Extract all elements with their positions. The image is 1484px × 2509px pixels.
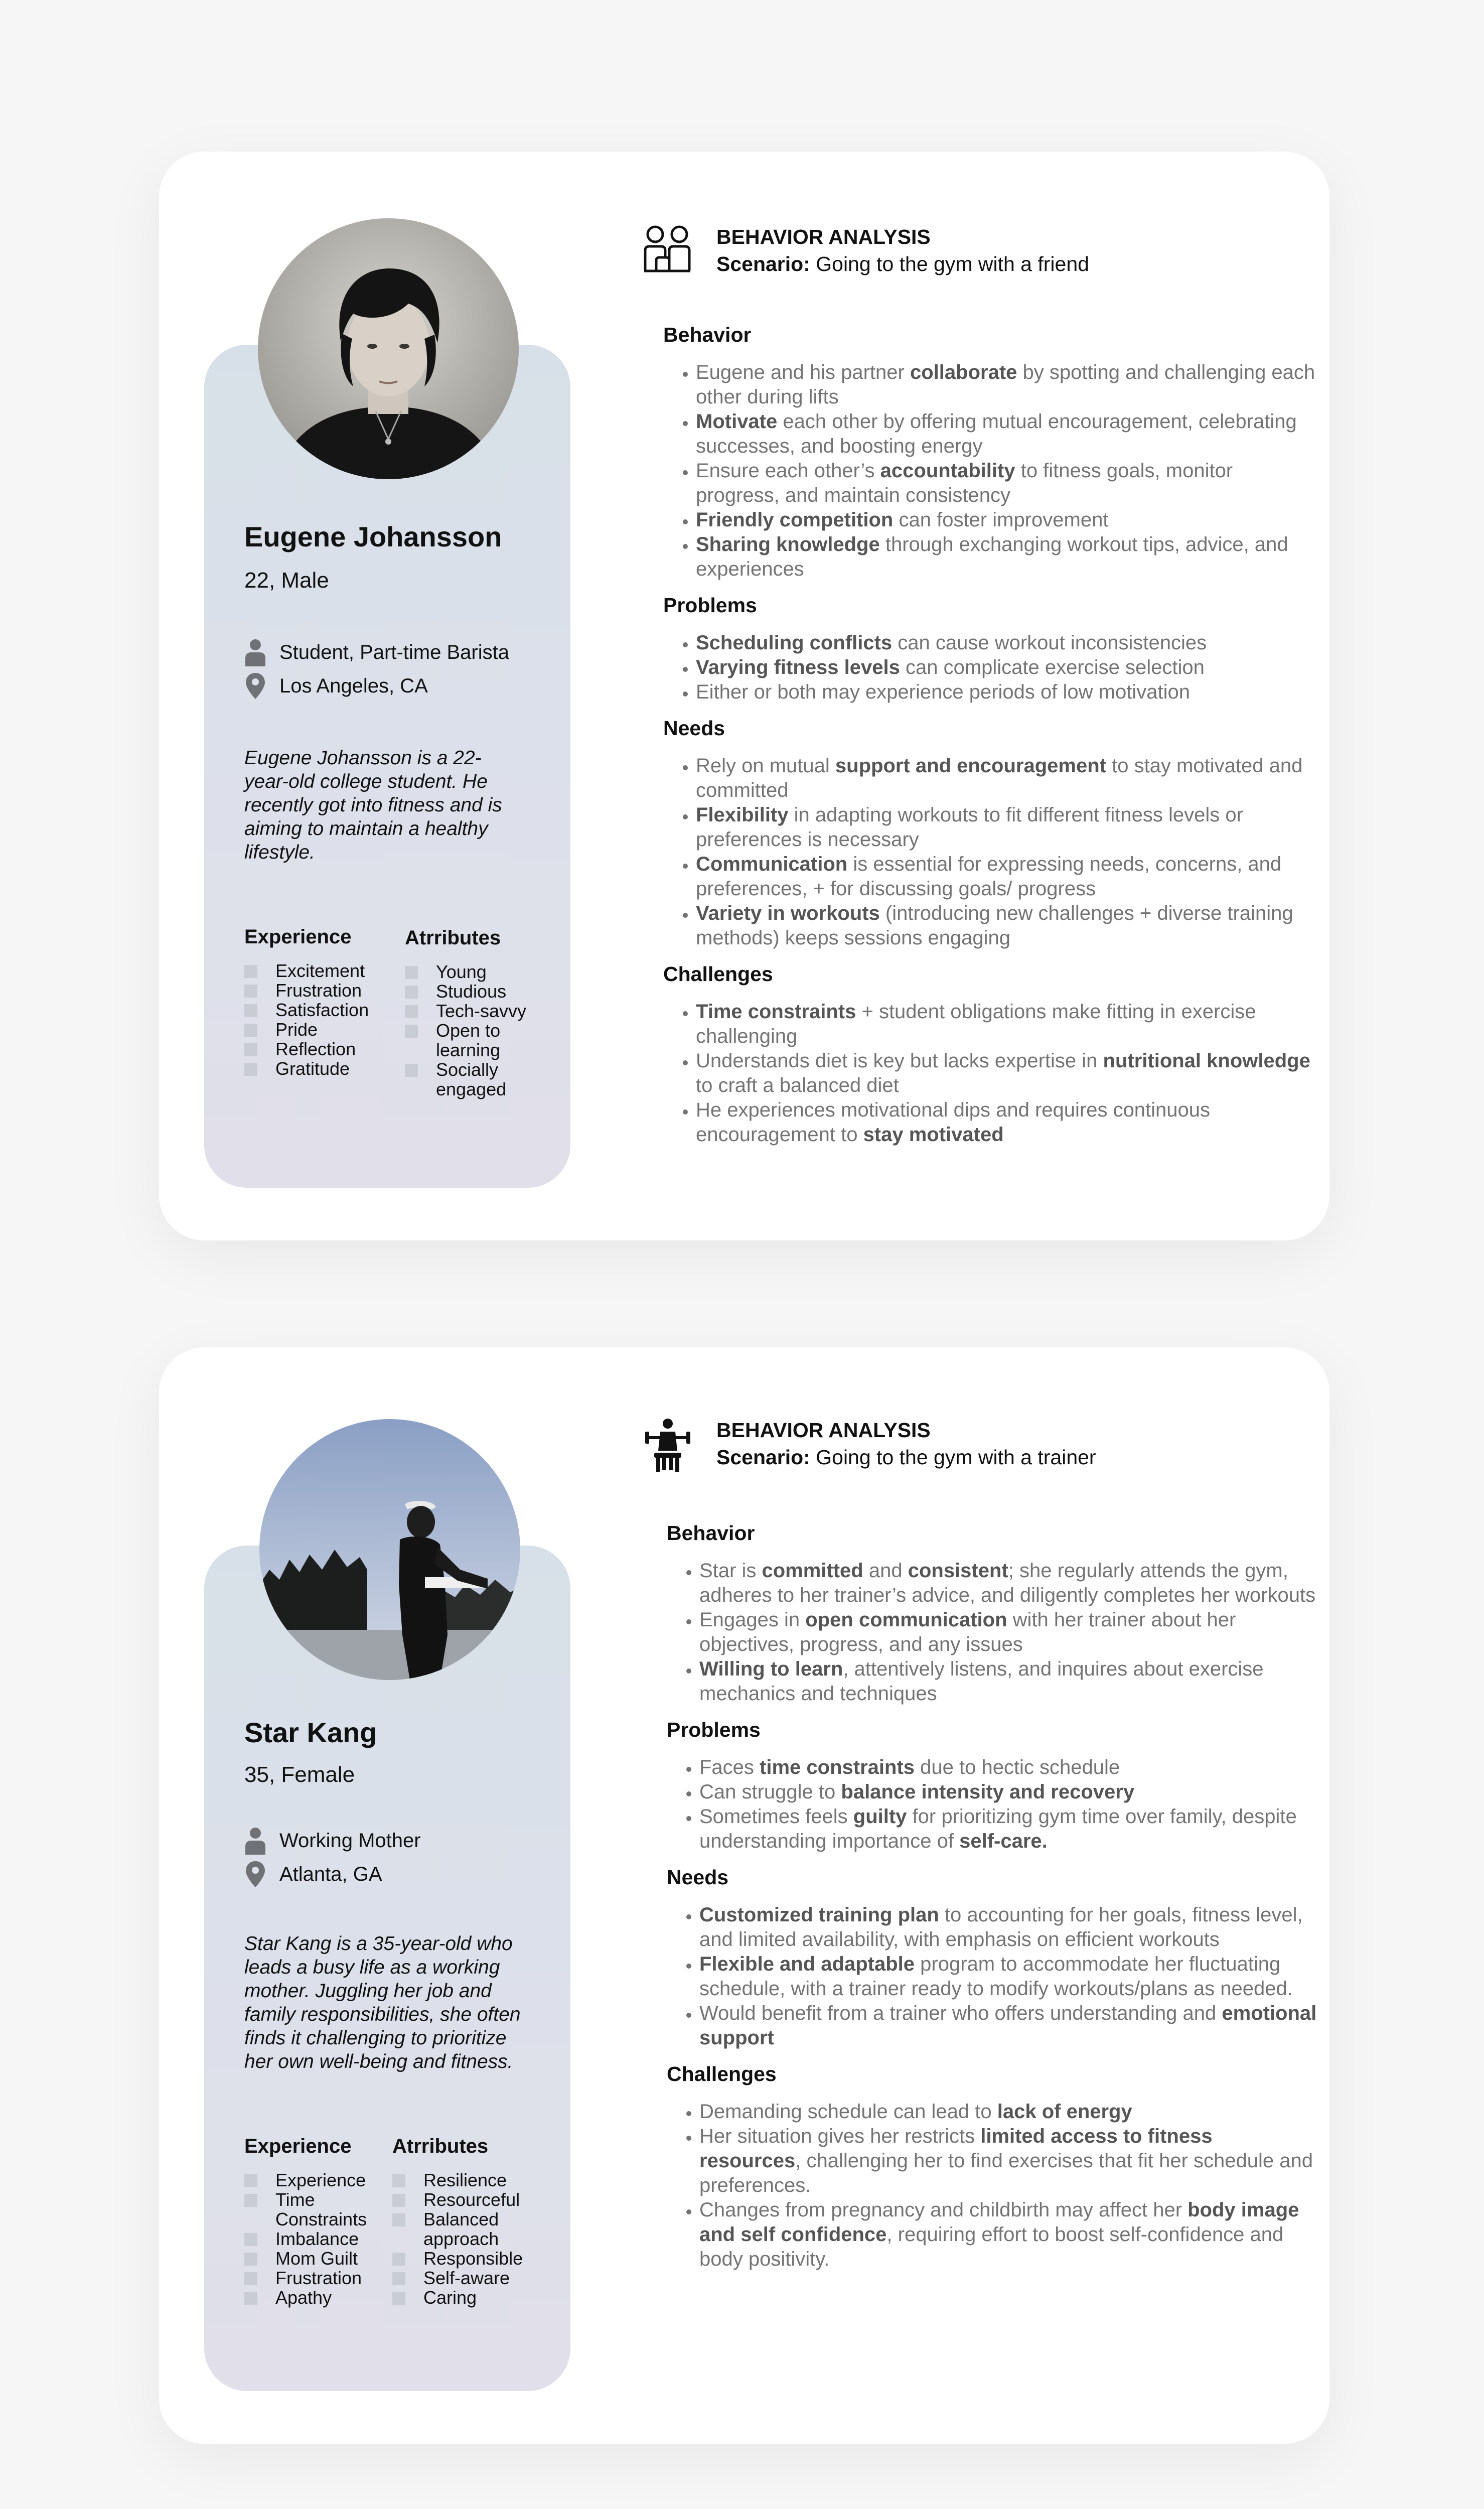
bullet-text: to accounting for her goals, fitness level, and limited availability, with emphasis on efficient workouts [699,1904,1303,1950]
person-icon [244,1827,266,1855]
section-heading: Behavior [663,323,752,346]
section-heading: Needs [667,1866,729,1889]
attribute-item: Balanced approach [392,2209,519,2249]
bullet-text: Faces [699,1756,760,1778]
section-bullet [699,1952,1319,2001]
experience-item: Satisfaction [244,1000,369,1020]
bullet-text: Her situation gives her restricts [699,2125,981,2147]
emphasis-text: Flexibility [696,804,789,826]
section-bullet [699,1755,1319,1780]
experience-item: Frustration [244,2268,386,2288]
emphasis-text: Flexible and adaptable [699,1953,915,1975]
experience-item: Gratitude [244,1059,369,1078]
bullet-text: (introducing new challenges + diverse training methods) keeps sessions engaging [696,902,1293,949]
occupation: Working Mother [279,1829,421,1852]
persona-age-gender: 35, Female [244,1762,355,1787]
section-bullet [699,2198,1319,2272]
section-list [663,754,1315,950]
section-bullet [696,852,1315,901]
experience-heading: Experience [244,2135,352,2157]
scenario-text: Going to the gym with a trainer [816,1446,1096,1469]
section-bullet [696,508,1315,532]
bullet-text: each other by offering mutual encouragement, celebrating successes, and boosting energy [696,410,1297,457]
section-behavior [667,1520,1319,1706]
bullet-text: by spotting and challenging each other during lifts [696,361,1315,408]
section-problems [667,1717,1319,1854]
emphasis-text: nutritional knowledge [1103,1050,1310,1072]
attribute-item: Self-aware [392,2268,523,2288]
bullet-text: for prioritizing gym time over family, despite understanding importance of [699,1805,1297,1852]
section-heading: Problems [667,1718,761,1741]
bullet-text: is essential for expressing needs, concerns, and preferences, + for discussing goals/ progress [696,853,1282,900]
behavior-analysis-header [643,1418,1096,1473]
experience-item: Excitement [244,961,369,981]
section-list [667,1559,1319,1706]
emphasis-text: Friendly competition [696,509,894,531]
emphasis-text: consistent [908,1560,1008,1582]
section-bullet [699,1608,1319,1657]
emphasis-text: accountability [880,460,1015,482]
section-bullet [696,803,1315,852]
bullet-text: with her trainer about her objectives, progress, and any issues [699,1609,1236,1655]
section-bullet [699,1780,1319,1804]
emphasis-text: stay motivated [863,1124,1004,1146]
emphasis-text: self-care. [959,1830,1048,1852]
emphasis-text: time constraints [760,1756,915,1778]
bullet-text: Either or both may experience periods of low motivation [696,681,1190,703]
attributes-heading: Atrributes [392,2135,489,2157]
section-bullet [696,532,1315,582]
scenario-label: Scenario: [716,252,810,275]
bullet-text: Star is [699,1560,762,1582]
bullet-text: , challenging her to find exercises that fit her schedule and preferences. [699,2150,1313,2196]
bullet-text: Demanding schedule can lead to [699,2101,997,2123]
location: Los Angeles, CA [279,674,428,697]
section-bullet [699,2001,1319,2050]
emphasis-text: limited access to fitness resources [699,2125,1213,2172]
experience-item: Mom Guilt [244,2249,386,2268]
section-list [663,631,1315,705]
attribute-item: Responsible [392,2249,523,2268]
section-list [663,360,1315,582]
bullet-text: Engages in [699,1609,806,1631]
emphasis-text: committed [762,1560,863,1582]
analysis-sections [667,1520,1319,2283]
bullet-text: Eugene and his partner [696,361,910,383]
section-list [667,1903,1319,2050]
bullet-text: Understands diet is key but lacks expertise in [696,1050,1103,1072]
emphasis-text: open communication [805,1609,1007,1631]
emphasis-text: collaborate [910,361,1017,383]
scenario-label: Scenario: [716,1446,810,1469]
section-heading: Behavior [667,1521,755,1545]
section-bullet [696,1049,1315,1098]
persona-age-gender: 22, Male [244,568,329,593]
persona-name: Star Kang [244,1717,377,1748]
location-pin-icon [244,672,266,700]
section-bullet [699,1903,1319,1952]
section-needs [667,1865,1319,2050]
two-people-icon [643,224,692,273]
bullet-text: , requiring effort to boost self-confidence and body positivity. [699,2223,1284,2270]
section-heading: Problems [663,594,757,617]
occupation: Student, Part-time Barista [279,641,509,663]
occupation-row [244,1827,421,1855]
avatar-photo [259,1419,520,1680]
bullet-text: can foster improvement [893,509,1109,531]
emphasis-text: emotional support [699,2002,1317,2049]
bullet-text: + student obligations make fitting in exercise challenging [696,1001,1256,1047]
section-bullet [696,901,1315,950]
section-bullet [699,1804,1319,1854]
occupation-row [244,638,509,666]
emphasis-text: Motivate [696,410,778,433]
section-bullet [699,2100,1319,2124]
section-bullet [696,360,1315,409]
section-bullet [696,680,1315,705]
emphasis-text: Variety in workouts [696,902,880,924]
section-bullet [696,409,1315,459]
section-bullet [696,1000,1315,1049]
section-bullet [696,655,1315,680]
attribute-item: Caring [392,2288,523,2307]
location: Atlanta, GA [279,1863,382,1885]
persona-bio: Eugene Johansson is a 22-year-old college student. He recently got into fitness and is aiming to maintain a healthy lifestyle. [244,747,502,863]
bullet-text: Ensure each other’s [696,460,880,482]
section-behavior [663,322,1315,582]
experience-item: Experience [244,2170,386,2190]
bullet-text: to fitness goals, monitor progress, and maintain consistency [696,460,1233,506]
avatar-photo [258,218,519,479]
bullet-text: to craft a balanced diet [696,1074,899,1096]
bullet-text: and [863,1560,908,1582]
attribute-item: Young [405,962,526,982]
attribute-item: Open to learning [405,1021,516,1060]
trainer-icon [643,1418,692,1473]
attribute-item: Resourceful [392,2190,523,2209]
experience-list [244,2170,386,2307]
analysis-title: BEHAVIOR ANALYSIS [716,1419,931,1442]
bullet-text: to stay motivated and committed [696,755,1303,801]
bullet-text: ; she regularly attends the gym, adheres to her trainer’s advice, and diligently completes her workouts [699,1560,1316,1606]
emphasis-text: balance intensity and recovery [841,1781,1135,1803]
emphasis-text: support and encouragement [835,755,1106,777]
section-bullet [696,631,1315,655]
attributes-heading: Atrributes [405,927,501,949]
section-bullet [699,2124,1319,2198]
bullet-text: , attentively listens, and inquires about exercise mechanics and techniques [699,1658,1264,1705]
experience-item: Pride [244,1020,369,1039]
experience-item: Apathy [244,2288,386,2307]
attribute-item: Studious [405,982,526,1001]
emphasis-text: Communication [696,853,848,875]
bullet-text: Changes from pregnancy and childbirth may affect her [699,2199,1188,2221]
section-heading: Needs [663,717,725,740]
section-needs [663,716,1315,950]
bullet-text: Rely on mutual [696,755,835,777]
bullet-text: due to hectic schedule [915,1756,1120,1778]
avatar-portrait-man [258,218,519,479]
analysis-sections [663,322,1315,1158]
section-heading: Challenges [663,962,773,986]
analysis-title: BEHAVIOR ANALYSIS [716,225,931,248]
section-bullet [696,1098,1315,1147]
experience-item: Reflection [244,1039,369,1059]
emphasis-text: body image and self confidence [699,2199,1299,2246]
bullet-text: He experiences motivational dips and requires continuous encouragement to [696,1099,1211,1146]
bullet-text: Sometimes feels [699,1805,853,1828]
experience-item: Time Constraints [244,2190,386,2229]
section-bullet [696,459,1315,508]
location-row [244,1860,382,1888]
attribute-item: Socially engaged [405,1060,516,1099]
behavior-analysis-header [643,224,1089,278]
bullet-text: program to accommodate her fluctuating schedule, with a trainer ready to modify workouts/plans as needed. [699,1953,1293,2000]
location-row [244,672,428,700]
section-challenges [667,2061,1319,2272]
person-icon [244,638,266,666]
section-heading: Challenges [667,2062,777,2085]
attribute-item: Resilience [392,2170,523,2190]
persona-name: Eugene Johansson [244,521,502,552]
emphasis-text: Scheduling conflicts [696,632,893,654]
avatar-portrait-woman [259,1419,520,1680]
section-bullet [699,1657,1319,1706]
section-bullet [696,754,1315,803]
emphasis-text: Customized training plan [699,1904,939,1926]
persona-card-star [159,1347,1329,2444]
section-list [663,1000,1315,1147]
attributes-list [392,2170,523,2307]
bullet-text: in adapting workouts to fit different fitness levels or preferences is necessary [696,804,1243,851]
location-pin-icon [244,1860,266,1888]
persona-bio: Star Kang is a 35-year-old who leads a busy life as a working mother. Juggling her job and family responsibilities, she often finds it challenging to prioritize her own well-being and fitness. [244,1933,521,2072]
scenario-text: Going to the gym with a friend [816,252,1089,275]
attribute-item: Tech-savvy [405,1001,526,1021]
emphasis-text: Willing to learn [699,1658,843,1680]
section-challenges [663,961,1315,1147]
experience-list [244,961,369,1078]
attributes-list [405,962,526,1099]
experience-item: Frustration [244,981,369,1000]
emphasis-text: lack of energy [997,2101,1132,2123]
bullet-text: through exchanging workout tips, advice, and experiences [696,533,1288,580]
section-list [667,2100,1319,2272]
bullet-text: Can struggle to [699,1781,841,1803]
section-bullet [699,1559,1319,1608]
experience-item: Imbalance [244,2229,386,2249]
scenario-line [716,1443,1096,1472]
emphasis-text: guilty [853,1805,907,1828]
emphasis-text: Sharing knowledge [696,533,880,555]
bullet-text: Would benefit from a trainer who offers understanding and [699,2002,1222,2024]
scenario-line [716,249,1089,278]
experience-heading: Experience [244,926,352,948]
emphasis-text: Varying fitness levels [696,656,900,678]
emphasis-text: Time constraints [696,1001,856,1023]
section-problems [663,593,1315,705]
persona-card-eugene [159,152,1329,1240]
bullet-text: can cause workout inconsistencies [892,632,1207,654]
bullet-text: can complicate exercise selection [900,656,1205,678]
section-list [667,1755,1319,1854]
